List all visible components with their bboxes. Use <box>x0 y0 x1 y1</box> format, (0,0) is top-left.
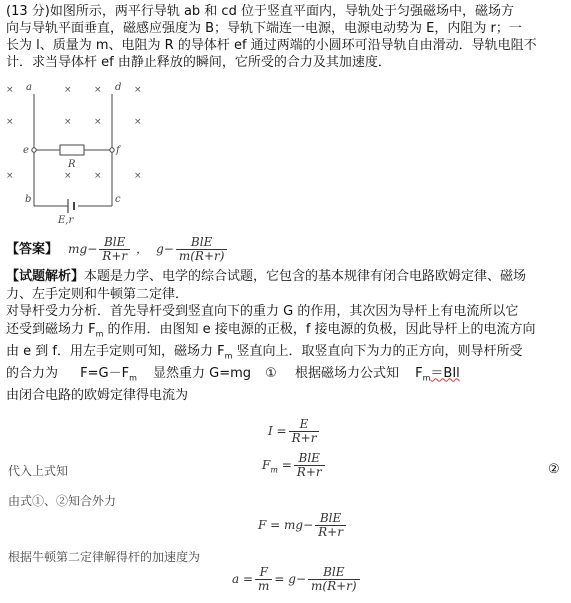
field-cross: × <box>6 85 14 95</box>
label-Er: E,r <box>58 215 74 226</box>
combine-text: 由式①、②知合外力 <box>8 494 117 508</box>
label-c: c <box>115 194 121 205</box>
analysis-line-6: 的合力为 $F=G-F_m$ 显然重力 G=mg ① 根据磁场力公式知 $F_m=BIl$ <box>6 365 460 383</box>
label-R: R <box>68 159 76 170</box>
equation-current: I = $\frac{E}{R+r}$ <box>268 418 321 445</box>
newton-text: 根据牛顿第二定律解得杆的加速度为 <box>8 550 201 564</box>
label-a: a <box>26 82 32 93</box>
field-cross: × <box>64 171 72 181</box>
label-d: d <box>115 82 122 93</box>
equation-acceleration: a = $\frac{F}{m}$ = g− $\frac{\text{BlE}}{m(R+r)}$ <box>232 566 362 593</box>
question-text <box>6 3 566 71</box>
answer-expr-1: mg− $\frac{\text{BlE}}{R+r}$ <box>68 242 136 256</box>
field-cross: × <box>64 85 72 95</box>
question-line-1: (13 分)如图所示，两平行导轨 ab 和 cd 位于竖直平面内，导轨处于匀强磁场中，磁场方 <box>6 4 514 19</box>
field-cross: × <box>94 171 102 181</box>
answer-expr-2: g− $\frac{\text{BlE}}{m(R+r)}$ <box>156 242 229 256</box>
field-cross: × <box>64 117 72 127</box>
question-line-4: 计．求当导体杆 ef 由静止释放的瞬间，它所受的合力及其加速度． <box>6 55 391 70</box>
equation-net-force: F = mg− $\frac{\text{BlE}}{R+r}$ <box>258 512 348 539</box>
field-cross: × <box>94 85 102 95</box>
label-f: f <box>116 145 120 156</box>
analysis-line-4: 还受到磁场力 $F_m$ 的作用．由图知 e 接电源的正极，f 接电源的负极，因此导杆上的电流方向 <box>6 321 536 339</box>
ring-e <box>32 148 36 152</box>
field-cross: × <box>94 117 102 127</box>
field-cross: × <box>134 117 142 127</box>
analysis-line-5: 由 e 到 f．用左手定则可知，磁场力 $F_m$ 竖直向上．取竖直向下为力的正方向，则导杆所受 <box>6 343 523 361</box>
analysis-text <box>6 268 566 404</box>
question-line-3: 长为 l、质量为 m、电阻为 R 的导体杆 ef 通过两端的小圆环可沿导轨自由滑动．导轨电阻不 <box>6 38 537 53</box>
circuit-figure <box>4 78 144 228</box>
field-cross: × <box>6 171 14 181</box>
question-line-2: 向与导轨平面垂直，磁感应强度为 B；导轨下端连一电源，电源电动势为 E，内阻为 r；一 <box>6 21 522 36</box>
analysis-line-1: 本题是力学、电学的综合试题，它包含的基本规律有闭合电路欧姆定律、磁场 <box>84 269 527 284</box>
equation-mark-2: ② <box>548 462 560 477</box>
field-cross: × <box>134 85 142 95</box>
label-e: e <box>23 145 29 156</box>
analysis-line-7: 由闭合电路的欧姆定律得电流为 <box>6 387 189 403</box>
analysis-tag: 【试题解析】 <box>6 269 85 284</box>
answer-tag: 【答案】 <box>6 242 59 257</box>
equation-force-magnetic: $F_m$ = $\frac{\text{BlE}}{R+r}$ <box>262 452 327 479</box>
ring-f <box>110 148 114 152</box>
answer-row: 【答案】 mg− $\frac{\text{BlE}}{R+r}$ ， g− $\frac{\text{BlE}}{m(R+r)}$ <box>6 236 566 262</box>
label-b: b <box>25 194 32 205</box>
analysis-line-2: 力、左手定则和牛顿第二定律． <box>6 286 189 302</box>
resistor-R <box>60 145 84 155</box>
substitute-text: 代入上式知 <box>8 464 69 478</box>
analysis-line-3: 对导杆受力分析．首先导杆受到竖直向下的重力 G 的作用，其次因为导杆上有电流所以它 <box>6 304 519 319</box>
field-cross: × <box>134 171 142 181</box>
field-cross: × <box>6 117 14 127</box>
